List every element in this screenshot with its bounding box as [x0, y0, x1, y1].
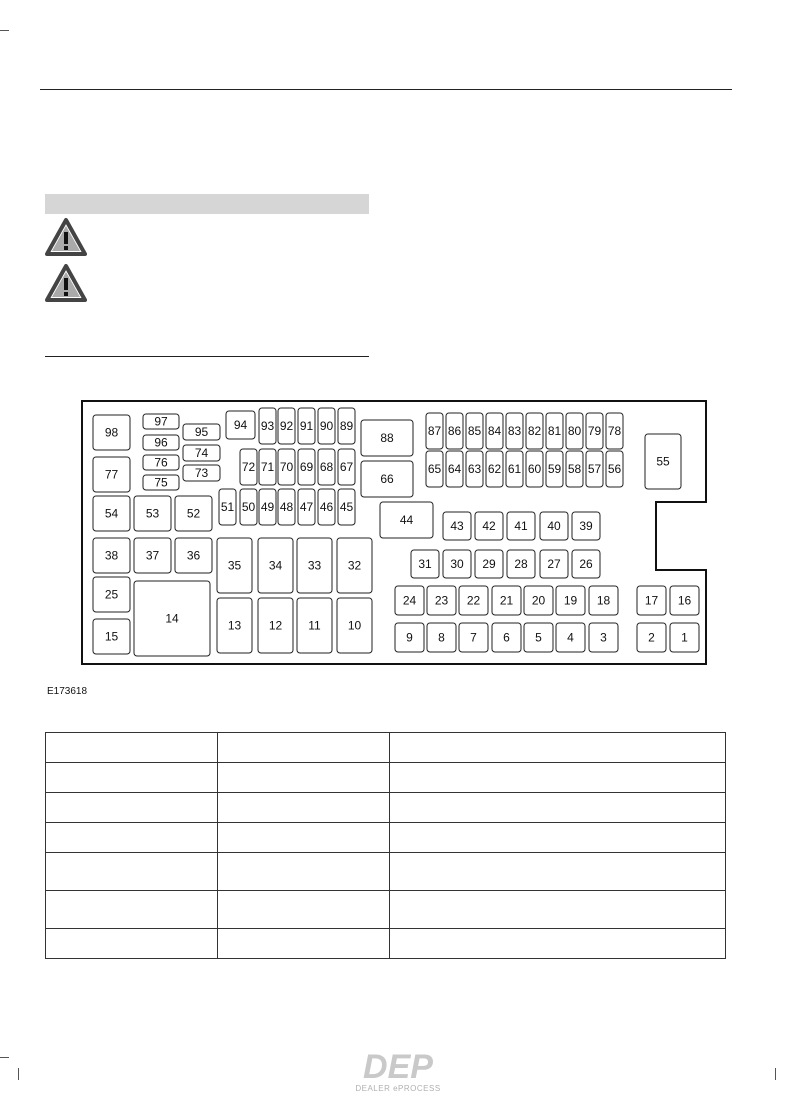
- fuse-slot-27: [540, 550, 568, 578]
- fuse-number-label: 47: [299, 500, 314, 514]
- fuse-slot-28: [507, 550, 535, 578]
- fuse-number-label: 97: [154, 414, 168, 429]
- fuse-number-label: 91: [299, 419, 314, 433]
- fuse-number-label: 58: [567, 462, 582, 476]
- fuse-slot-53: [134, 496, 171, 531]
- table-cell: [390, 823, 726, 853]
- fuse-slot-21: [492, 586, 521, 615]
- fuse-number-label: 95: [194, 425, 209, 439]
- fuse-slot-77: [93, 457, 130, 492]
- fuse-slot-98: [93, 415, 130, 450]
- fuse-number-label: 67: [339, 460, 354, 474]
- fuse-slot-86: [446, 413, 463, 449]
- crop-mark: [18, 1068, 19, 1080]
- fuse-number-label: 76: [154, 455, 168, 470]
- fuse-number-label: 30: [450, 557, 464, 571]
- svg-text:DEP: DEP: [363, 1048, 433, 1086]
- fuse-number-label: 51: [220, 500, 235, 514]
- fuse-number-label: 31: [418, 557, 432, 571]
- fuse-slot-97: [143, 414, 179, 429]
- fuse-slot-10: [337, 598, 372, 653]
- fuse-number-label: 62: [487, 462, 502, 476]
- fuse-number-label: 36: [186, 548, 201, 563]
- fuse-number-label: 57: [587, 462, 602, 476]
- fuse-number-label: 48: [279, 500, 294, 514]
- table-row: [46, 891, 726, 929]
- table-cell: [390, 763, 726, 793]
- fuse-slot-43: [443, 512, 471, 540]
- fuse-slot-57: [586, 451, 603, 487]
- dealer-eprocess-logo: [343, 1048, 453, 1094]
- fuse-number-label: 16: [677, 593, 692, 608]
- fuse-slot-78: [606, 413, 623, 449]
- fuse-number-label: 45: [339, 500, 354, 514]
- fuse-number-label: 37: [145, 548, 160, 563]
- fuse-number-label: 21: [499, 593, 514, 608]
- fuse-slot-85: [466, 413, 483, 449]
- fuse-slot-13: [217, 598, 252, 653]
- fuse-slot-52: [175, 496, 212, 531]
- table-cell: [390, 793, 726, 823]
- table-cell: [218, 733, 390, 763]
- fuse-number-label: 71: [260, 460, 275, 474]
- fuse-number-label: 23: [434, 593, 449, 608]
- fuse-number-label: 7: [470, 630, 477, 645]
- fuse-number-label: 29: [482, 557, 496, 571]
- fuse-number-label: 15: [104, 629, 119, 644]
- fuse-slot-66: [361, 461, 413, 497]
- fuse-number-label: 34: [268, 558, 283, 573]
- fuse-number-label: 78: [607, 424, 622, 438]
- table-row: [46, 733, 726, 763]
- fuse-number-label: 49: [260, 500, 275, 514]
- fuse-number-label: 59: [547, 462, 562, 476]
- fuse-slot-38: [93, 538, 130, 573]
- table-cell: [46, 823, 218, 853]
- fuse-slot-44: [380, 502, 433, 538]
- fuse-number-label: 55: [656, 454, 670, 469]
- fuse-number-label: 70: [279, 460, 294, 474]
- fuse-number-label: 92: [279, 419, 294, 433]
- fuse-slot-81: [546, 413, 563, 449]
- fuse-slot-31: [411, 550, 439, 578]
- fuse-slot-80: [566, 413, 583, 449]
- fuse-slot-61: [506, 451, 523, 487]
- fuse-slot-95: [183, 424, 220, 440]
- fuse-number-label: 43: [450, 519, 464, 533]
- fuse-number-label: 90: [319, 419, 334, 433]
- fuse-slot-39: [572, 512, 600, 540]
- crop-mark: [0, 1057, 9, 1058]
- fuse-number-label: 26: [579, 557, 593, 571]
- fuse-number-label: 83: [507, 424, 522, 438]
- fuse-number-label: 86: [447, 424, 462, 438]
- fuse-slot-35: [217, 538, 252, 593]
- fuse-slot-69: [298, 449, 315, 485]
- fuse-slot-14: [134, 581, 210, 656]
- fuse-slot-75: [143, 475, 179, 490]
- table-cell: [390, 733, 726, 763]
- fuse-number-label: 64: [447, 462, 462, 476]
- fuse-slot-49: [259, 489, 276, 525]
- fuse-number-label: 63: [467, 462, 482, 476]
- fuse-number-label: 9: [406, 630, 413, 645]
- fuse-slot-62: [486, 451, 503, 487]
- fuse-number-label: 41: [514, 519, 528, 533]
- fuse-slot-15: [93, 619, 130, 654]
- fuse-number-label: 6: [503, 630, 510, 645]
- fuse-slot-87: [426, 413, 443, 449]
- fuse-slot-96: [143, 435, 179, 450]
- fuse-slot-7: [459, 623, 488, 652]
- fuse-slot-79: [586, 413, 603, 449]
- fuse-slot-90: [318, 408, 335, 444]
- table-row: [46, 929, 726, 959]
- fuse-slot-24: [395, 586, 424, 615]
- fuse-number-label: 69: [299, 460, 314, 474]
- fuse-slot-59: [546, 451, 563, 487]
- fuse-number-label: 44: [399, 513, 414, 527]
- fuse-number-label: 10: [347, 618, 362, 633]
- fuse-number-label: 24: [402, 593, 417, 608]
- fuse-slot-76: [143, 455, 179, 470]
- crop-mark: [775, 1068, 776, 1080]
- fuse-slot-67: [338, 449, 355, 485]
- fuse-slot-16: [670, 586, 699, 615]
- fuse-number-label: 8: [438, 630, 445, 645]
- fuse-number-label: 27: [547, 557, 561, 571]
- table-row: [46, 853, 726, 891]
- fuse-number-label: 40: [547, 519, 561, 533]
- table-row: [46, 763, 726, 793]
- fuse-slot-73: [183, 465, 220, 481]
- fuse-slot-50: [240, 489, 257, 525]
- fuse-slot-4: [556, 623, 585, 652]
- fuse-slot-47: [298, 489, 315, 525]
- fuse-slot-22: [459, 586, 488, 615]
- fuse-number-label: 4: [567, 630, 574, 645]
- fuse-number-label: 74: [194, 446, 209, 460]
- fuse-number-label: 56: [607, 462, 622, 476]
- fuse-slot-72: [240, 449, 257, 485]
- fuse-slot-19: [556, 586, 585, 615]
- fuse-slot-74: [183, 445, 220, 461]
- table-cell: [390, 929, 726, 959]
- fuse-slot-1: [670, 623, 699, 652]
- fuse-number-label: 12: [268, 618, 283, 633]
- fuse-slot-8: [427, 623, 456, 652]
- table-cell: [218, 793, 390, 823]
- table-row: [46, 793, 726, 823]
- fuse-number-label: 35: [227, 558, 242, 573]
- fuse-slot-55: [645, 434, 681, 489]
- fuse-number-label: 20: [531, 593, 546, 608]
- fuse-number-label: 22: [466, 593, 481, 608]
- fuse-slot-65: [426, 451, 443, 487]
- fuse-slot-60: [526, 451, 543, 487]
- fuse-slot-51: [219, 489, 236, 525]
- svg-text:DEALER ePROCESS: DEALER ePROCESS: [355, 1084, 441, 1093]
- fuse-number-label: 94: [233, 418, 248, 432]
- fuse-number-label: 88: [380, 431, 394, 445]
- fuse-slot-26: [572, 550, 600, 578]
- table-cell: [46, 793, 218, 823]
- fuse-number-label: 39: [579, 519, 593, 533]
- table-row: [46, 823, 726, 853]
- fuse-number-label: 89: [339, 419, 354, 433]
- fuse-number-label: 5: [535, 630, 542, 645]
- table-cell: [46, 733, 218, 763]
- fuse-number-label: 98: [104, 425, 119, 440]
- fuse-slot-30: [443, 550, 471, 578]
- fuse-number-label: 66: [380, 472, 394, 486]
- fuse-number-label: 72: [241, 460, 256, 474]
- table-cell: [218, 853, 390, 891]
- fuse-slot-9: [395, 623, 424, 652]
- fuse-number-label: 53: [145, 506, 160, 521]
- fuse-number-label: 33: [307, 558, 322, 573]
- fuse-slot-40: [540, 512, 568, 540]
- table-cell: [46, 853, 218, 891]
- fuse-slot-92: [278, 408, 295, 444]
- fuse-number-label: 65: [427, 462, 442, 476]
- fuse-number-label: 96: [154, 435, 168, 450]
- fuse-slot-6: [492, 623, 521, 652]
- table-cell: [218, 929, 390, 959]
- fuse-slot-93: [259, 408, 276, 444]
- fuse-slot-5: [524, 623, 553, 652]
- fuse-slot-70: [278, 449, 295, 485]
- fuse-slot-84: [486, 413, 503, 449]
- fuse-number-label: 73: [194, 466, 209, 480]
- fuse-slot-94: [226, 411, 255, 439]
- fuse-slot-2: [637, 623, 666, 652]
- fuse-number-label: 42: [482, 519, 496, 533]
- fuse-number-label: 85: [467, 424, 482, 438]
- table-cell: [218, 823, 390, 853]
- fuse-number-label: 75: [154, 475, 168, 490]
- table-cell: [46, 763, 218, 793]
- fuse-number-label: 80: [567, 424, 582, 438]
- fuse-number-label: 87: [427, 424, 442, 438]
- fuse-number-label: 19: [563, 593, 578, 608]
- fuse-number-label: 61: [507, 462, 522, 476]
- fuse-slot-48: [278, 489, 295, 525]
- fuse-slot-54: [93, 496, 130, 531]
- fuse-slot-37: [134, 538, 171, 573]
- fuse-number-label: 18: [596, 593, 611, 608]
- fuse-slot-29: [475, 550, 503, 578]
- fuse-number-label: 79: [587, 424, 602, 438]
- fuse-slot-89: [338, 408, 355, 444]
- fuse-slot-32: [337, 538, 372, 593]
- fuse-number-label: 77: [104, 467, 119, 482]
- fuse-slot-12: [258, 598, 293, 653]
- fuse-slot-23: [427, 586, 456, 615]
- fuse-slot-63: [466, 451, 483, 487]
- fuse-slot-18: [589, 586, 618, 615]
- fuse-slot-71: [259, 449, 276, 485]
- fuse-slot-58: [566, 451, 583, 487]
- fuse-slot-45: [338, 489, 355, 525]
- fuse-slot-3: [589, 623, 618, 652]
- fuse-slot-34: [258, 538, 293, 593]
- fuse-number-label: 81: [547, 424, 562, 438]
- fuse-number-label: 54: [104, 506, 119, 521]
- fuse-number-label: 25: [104, 587, 119, 602]
- fuse-number-label: 50: [241, 500, 256, 514]
- fuse-slot-20: [524, 586, 553, 615]
- fuse-number-label: 13: [227, 618, 242, 633]
- table-cell: [46, 929, 218, 959]
- fuse-slot-88: [361, 420, 413, 456]
- fuse-number-label: 11: [308, 618, 321, 633]
- fuse-slot-83: [506, 413, 523, 449]
- fuse-slot-46: [318, 489, 335, 525]
- fuse-number-label: 93: [260, 419, 275, 433]
- fuse-number-label: 46: [319, 500, 334, 514]
- fuse-number-label: 3: [600, 630, 607, 645]
- table-cell: [46, 891, 218, 929]
- fuse-slot-64: [446, 451, 463, 487]
- fuse-number-label: 60: [527, 462, 542, 476]
- table-cell: [390, 853, 726, 891]
- fuse-number-label: 68: [319, 460, 334, 474]
- table-cell: [390, 891, 726, 929]
- fuse-number-label: 38: [104, 548, 119, 563]
- fuse-slot-41: [507, 512, 535, 540]
- fuse-number-label: 17: [644, 593, 659, 608]
- fuse-slot-42: [475, 512, 503, 540]
- table-cell: [218, 891, 390, 929]
- fuse-number-label: 2: [648, 630, 655, 645]
- fuse-slot-25: [93, 577, 130, 612]
- fuse-number-label: 32: [347, 558, 362, 573]
- fuse-number-label: 14: [165, 611, 179, 626]
- fuse-slot-91: [298, 408, 315, 444]
- fuse-slot-56: [606, 451, 623, 487]
- figure-id-label: E173618: [47, 686, 88, 697]
- fuse-slot-68: [318, 449, 335, 485]
- fuse-number-label: 1: [681, 630, 688, 645]
- fuse-slot-17: [637, 586, 666, 615]
- fuse-slot-11: [297, 598, 332, 653]
- fuse-number-label: 82: [527, 424, 542, 438]
- fuse-slot-36: [175, 538, 212, 573]
- table-cell: [218, 763, 390, 793]
- fuse-number-label: 28: [514, 557, 528, 571]
- fuse-number-label: 84: [487, 424, 502, 438]
- fuse-slot-33: [297, 538, 332, 593]
- fuse-number-label: 52: [186, 506, 201, 521]
- fuse-slot-82: [526, 413, 543, 449]
- fuse-table: [45, 732, 726, 959]
